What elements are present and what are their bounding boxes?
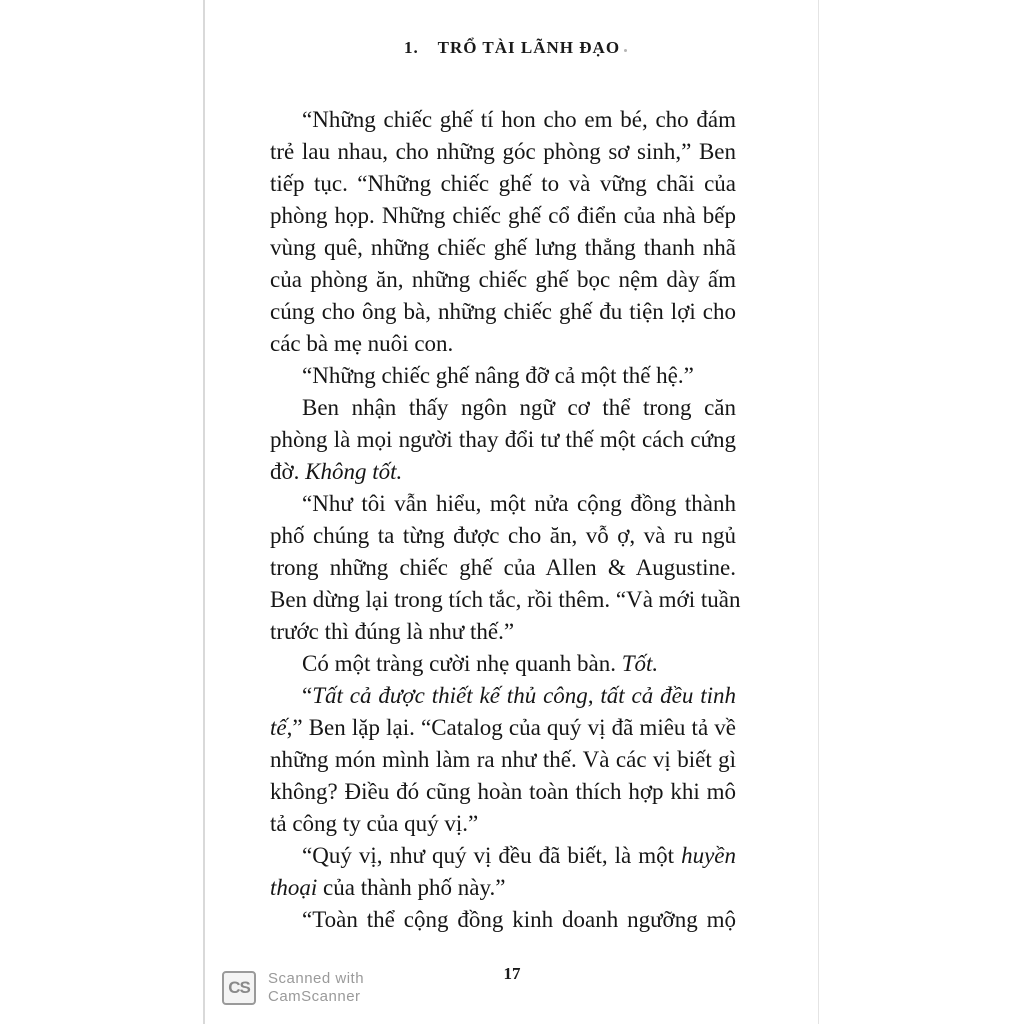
text-line	[270, 136, 736, 168]
camscanner-watermark	[222, 970, 364, 1006]
text-segment: các bà mẹ nuôi con.	[270, 331, 454, 356]
paragraph	[270, 840, 736, 904]
text-line	[270, 680, 736, 712]
text-segment: Có một tràng cười nhẹ quanh bàn.	[302, 651, 622, 676]
camscanner-logo-icon: CS	[222, 971, 256, 1005]
text-line	[270, 584, 741, 616]
text-segment: trước thì đúng là như thế.”	[270, 619, 515, 644]
text-line	[270, 360, 736, 392]
text-segment: không? Điều đó cũng hoàn toàn thích hợp khi mô	[270, 779, 736, 804]
text-line	[270, 616, 736, 648]
text-line	[270, 776, 736, 808]
paragraph	[270, 392, 736, 488]
text-line	[270, 296, 736, 328]
text-segment: phố chúng ta từng được cho ăn, vỗ ợ, và ru ngủ	[270, 523, 736, 548]
text-line	[270, 744, 736, 776]
paragraph	[270, 104, 736, 360]
chapter-number: 1.	[403, 38, 419, 57]
text-segment: tả công ty của quý vị.”	[270, 811, 479, 836]
paragraph	[270, 360, 736, 392]
running-header	[0, 38, 1024, 58]
text-segment: “Như tôi vẫn hiểu, một nửa cộng đồng thành	[302, 491, 736, 516]
text-line	[270, 456, 736, 488]
text-line	[270, 424, 736, 456]
paragraph	[270, 648, 736, 680]
text-segment: đờ.	[270, 459, 306, 484]
text-line	[270, 552, 736, 584]
text-segment: trong những chiếc ghế của Allen & Augustine.	[270, 555, 736, 580]
page-edge-left	[203, 0, 205, 1024]
watermark-text	[268, 970, 364, 1006]
chapter-title: TRỔ TÀI LÃNH ĐẠO	[437, 38, 621, 57]
text-line	[270, 328, 736, 360]
text-segment: “Những chiếc ghế tí hon cho em bé, cho đám	[302, 107, 736, 132]
italic-text: Tất cả được thiết kế thủ công, tất cả đều tinh	[312, 683, 736, 708]
italic-text: Tốt.	[621, 651, 659, 676]
text-segment: Ben dừng lại trong tích tắc, rồi thêm. “Và mới tuần	[270, 587, 741, 612]
header-dot	[624, 49, 627, 52]
watermark-line-2: CamScanner	[268, 988, 361, 1005]
text-segment: phòng là mọi người thay đổi tư thế một cách cứng	[270, 427, 736, 452]
page-number: 17	[503, 964, 521, 983]
text-segment: trẻ lau nhau, cho những góc phòng sơ sinh,” Ben	[270, 139, 736, 164]
body-text	[270, 104, 741, 936]
italic-text: tế	[270, 715, 287, 740]
paragraph	[270, 680, 736, 840]
text-segment: “Toàn thể cộng đồng kinh doanh ngưỡng mộ	[302, 907, 736, 932]
text-segment: những món mình làm ra như thế. Và các vị biết gì	[270, 747, 736, 772]
text-line	[270, 904, 736, 936]
paragraph	[270, 488, 741, 648]
text-line	[270, 648, 736, 680]
text-segment: vùng quê, những chiếc ghế lưng thẳng thanh nhã	[270, 235, 736, 260]
italic-text: thoại	[270, 875, 318, 900]
text-segment: cúng cho ông bà, những chiếc ghế đu tiện lợi cho	[270, 299, 736, 324]
text-line	[270, 392, 736, 424]
text-segment: “Những chiếc ghế nâng đỡ cả một thế hệ.”	[302, 363, 694, 388]
text-segment: “Quý vị, như quý vị đều đã biết, là một	[302, 843, 682, 868]
paragraph	[270, 904, 736, 936]
watermark-line-1: Scanned with	[268, 970, 365, 987]
italic-text: huyền	[681, 843, 736, 868]
text-line	[270, 168, 736, 200]
text-segment: Ben nhận thấy ngôn ngữ cơ thể trong căn	[302, 395, 736, 420]
text-line	[270, 200, 736, 232]
page-edge-right	[818, 0, 819, 1024]
italic-text: Không tốt.	[305, 459, 403, 484]
text-line	[270, 712, 736, 744]
text-line	[270, 872, 736, 904]
text-line	[270, 840, 736, 872]
text-line	[270, 104, 736, 136]
text-line	[270, 232, 736, 264]
text-line	[270, 488, 736, 520]
text-segment: của phòng ăn, những chiếc ghế bọc nệm dày ấm	[270, 267, 736, 292]
text-segment: ,” Ben lặp lại. “Catalog của quý vị đã miêu tả về	[286, 715, 736, 740]
text-segment: “	[302, 683, 313, 708]
text-segment: phòng họp. Những chiếc ghế cổ điển của nhà bếp	[270, 203, 736, 228]
text-line	[270, 264, 736, 296]
text-segment: của thành phố này.”	[317, 875, 506, 900]
text-segment: tiếp tục. “Những chiếc ghế to và vững chãi của	[270, 171, 736, 196]
text-line	[270, 520, 736, 552]
text-line	[270, 808, 736, 840]
